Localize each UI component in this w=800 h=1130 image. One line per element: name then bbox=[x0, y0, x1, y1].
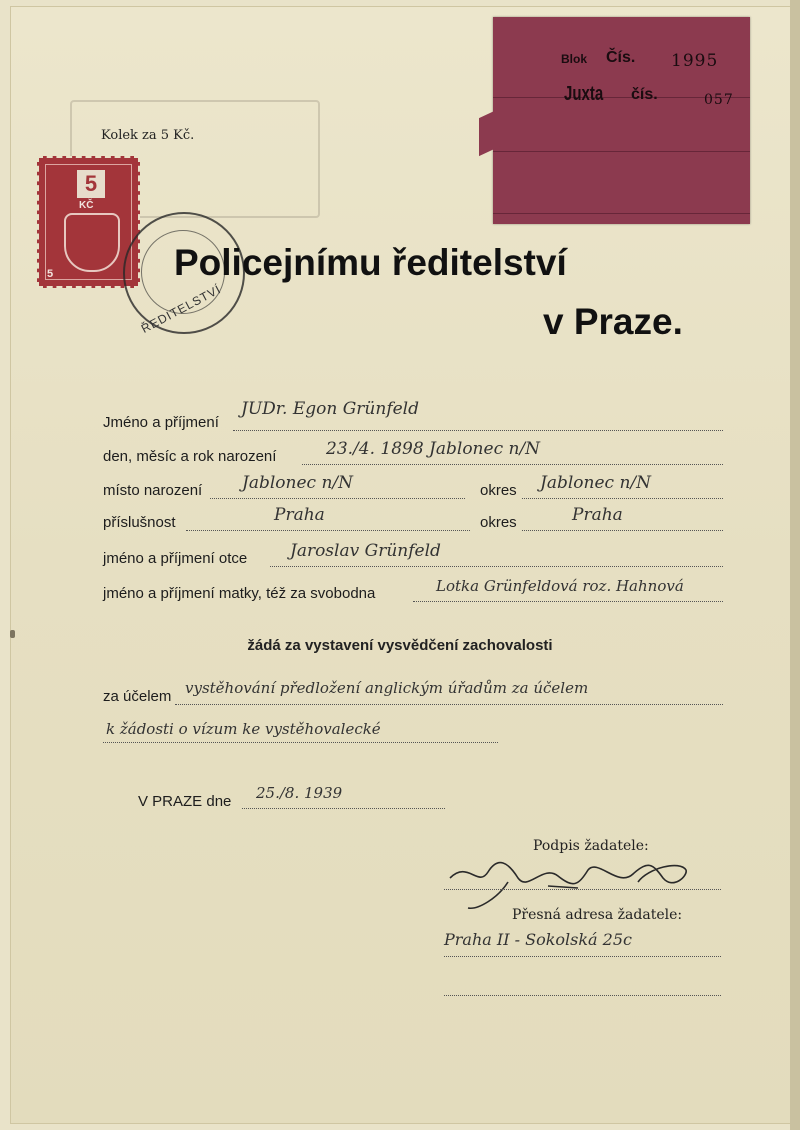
title-line-1: Policejnímu ředitelství bbox=[174, 242, 567, 283]
purpose-label: za účelem bbox=[103, 688, 172, 705]
label-number-1: 1995 bbox=[671, 51, 719, 71]
district-value-1: Jablonec n/N bbox=[540, 473, 651, 493]
address-value: Praha II - Sokolská 25c bbox=[444, 930, 632, 949]
label-number-2: 057 bbox=[704, 92, 734, 108]
nationality-value: Praha bbox=[274, 505, 325, 525]
district-label-2: okres bbox=[480, 514, 517, 531]
revenue-stamp-currency: KČ bbox=[79, 200, 94, 211]
page-edge bbox=[790, 0, 800, 1130]
label-cis-1: Čís. bbox=[606, 49, 636, 66]
request-heading: žádá za vystavení vysvědčení zachovalosti bbox=[247, 637, 553, 654]
lion-emblem-icon bbox=[64, 213, 120, 272]
name-value: JUDr. Egon Grünfeld bbox=[241, 399, 419, 419]
father-value: Jaroslav Grünfeld bbox=[290, 541, 441, 561]
place-label: místo narození bbox=[103, 482, 203, 499]
district-label-1: okres bbox=[480, 482, 517, 499]
birth-value: 23./4. 1898 Jablonec n/N bbox=[326, 439, 541, 459]
purpose-line-1: vystěhování předložení anglickým úřadům za účelem bbox=[185, 679, 589, 697]
label-blok: Blok bbox=[561, 52, 588, 66]
mother-label: jméno a příjmení matky, též za svobodna bbox=[103, 585, 376, 602]
revenue-stamp-corner: 5 bbox=[47, 268, 54, 280]
place-date-label: V PRAZE dne bbox=[138, 793, 232, 810]
place-value: Jablonec n/N bbox=[242, 473, 353, 493]
address-label: Přesná adresa žadatele: bbox=[512, 907, 683, 923]
birth-label: den, měsíc a rok narození bbox=[103, 448, 277, 465]
date-value: 25./8. 1939 bbox=[256, 784, 343, 802]
label-juxta: Juxta bbox=[564, 83, 604, 105]
title-line-2: v Praze. bbox=[543, 301, 683, 342]
purpose-line-2: k žádosti o vízum ke vystěhovalecké bbox=[106, 720, 381, 738]
revenue-stamp-value: 5 bbox=[77, 170, 105, 198]
postmark-text: ŘEDITELSTVÍ bbox=[138, 282, 224, 336]
stamp-caption: Kolek za 5 Kč. bbox=[101, 128, 195, 143]
father-label: jméno a příjmení otce bbox=[103, 550, 248, 567]
district-value-2: Praha bbox=[572, 505, 623, 525]
name-label: Jméno a příjmení bbox=[103, 414, 219, 431]
label-cis-2: čís. bbox=[631, 86, 658, 103]
signature-label: Podpis žadatele: bbox=[533, 838, 649, 854]
mother-value: Lotka Grünfeldová roz. Hahnová bbox=[436, 577, 684, 595]
nationality-label: příslušnost bbox=[103, 514, 176, 531]
registry-label bbox=[493, 17, 750, 224]
